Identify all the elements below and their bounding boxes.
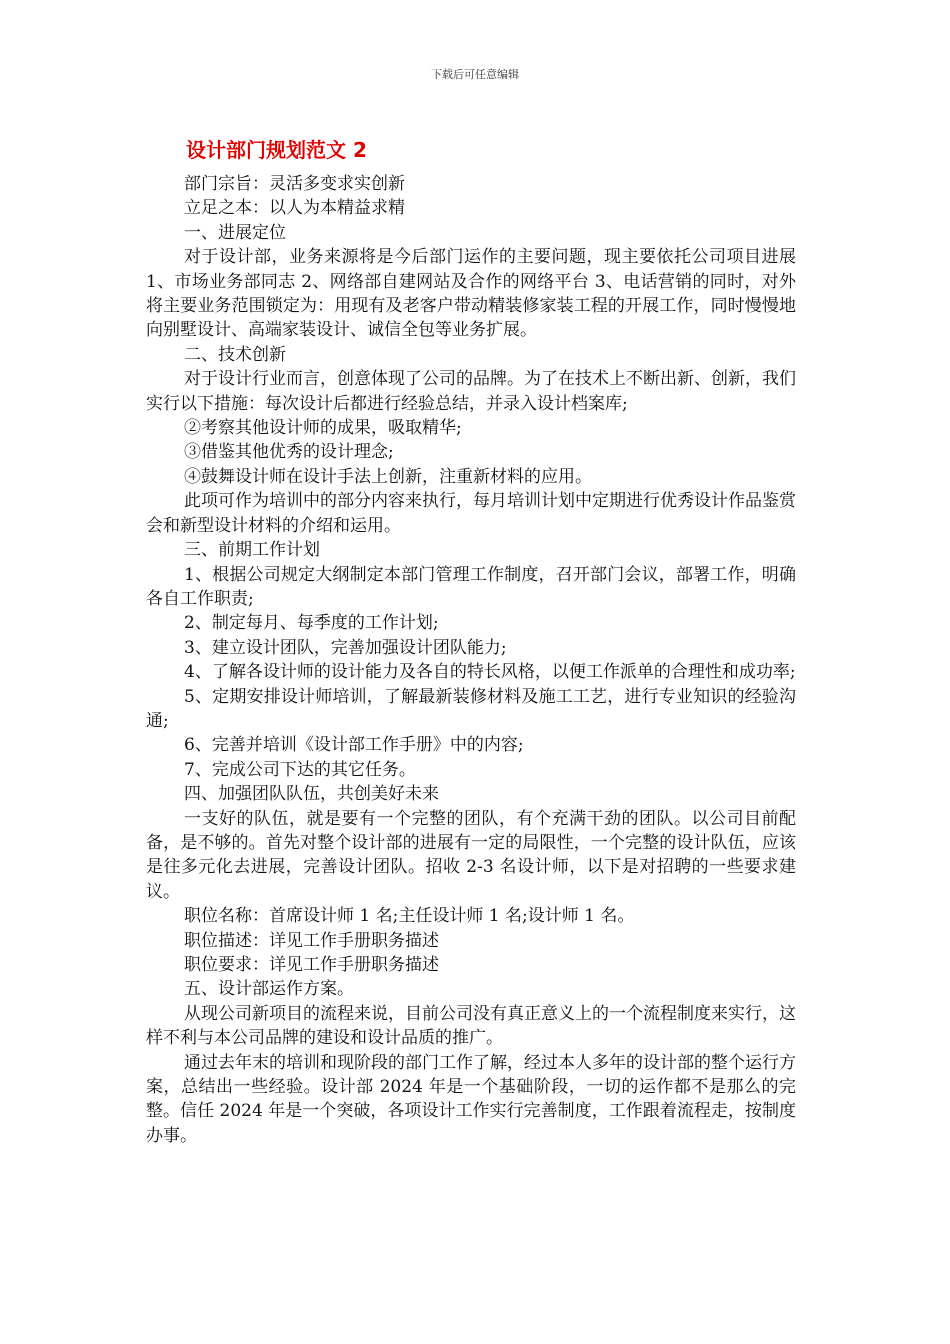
list-item: 5、定期安排设计师培训，了解最新装修材料及施工工艺，进行专业知识的经验沟通; xyxy=(146,686,796,731)
header-note: 下载后可任意编辑 xyxy=(431,68,519,81)
paragraph: 对于设计部，业务来源将是今后部门运作的主要问题，现主要依托公司项目进展 1、市场业务部同志 2、网络部自建网站及合作的网络平台 3、电话营销的同时，对外将主要业务范围锁定为：用现有及老客户带动精装修家装工程的开展工作，同时慢慢地向别墅设计、高端家装设计、诚信全包等业务扩展。 xyxy=(146,247,802,341)
list-item: ②考察其他设计师的成果，吸取精华; xyxy=(184,418,462,439)
paragraph: 此项可作为培训中的部分内容来执行，每月培训计划中定期进行优秀设计作品鉴赏会和新型设计材料的介绍和运用。 xyxy=(146,491,796,536)
paragraph-foundation: 立足之本：以人为本精益求精 xyxy=(184,198,405,219)
paragraph: 通过去年末的培训和现阶段的部门工作了解，经过本人多年的设计部的整个运行方案，总结出一些经验。设计部 2024 年是一个基础阶段，一切的运作都不是那么的完整。信任 2024 年是一个突破，各项设计工作实行完善制度，工作跟着流程走，按制度办事。 xyxy=(146,1052,796,1146)
paragraph-mission: 部门宗旨：灵活多变求实创新 xyxy=(184,174,405,194)
job-title-line: 职位名称：首席设计师 1 名;主任设计师 1 名;设计师 1 名。 xyxy=(184,906,635,927)
paragraph: 对于设计行业而言，创意体现了公司的品牌。为了在技术上不断出新、创新，我们实行以下措施：每次设计后都进行经验总结，并录入设计档案库; xyxy=(146,369,796,414)
list-item: 6、完善并培训《设计部工作手册》中的内容; xyxy=(184,735,524,756)
section-heading-innovation: 二、技术创新 xyxy=(184,344,286,365)
list-item: 7、完成公司下达的其它任务。 xyxy=(184,759,416,780)
section-heading-team: 四、加强团队队伍，共创美好未来 xyxy=(184,784,439,805)
section-heading-work-plan: 三、前期工作计划 xyxy=(184,540,320,561)
job-requirement-line: 职位要求：详见工作手册职务描述 xyxy=(184,955,439,975)
list-item: ③借鉴其他优秀的设计理念; xyxy=(184,442,394,463)
paragraph: 一支好的队伍，就是要有一个完整的团队，有个充满干劲的团队。以公司目前配备，是不够的。首先对整个设计部的进展有一定的局限性，一个完整的设计队伍，应该是往多元化去进展，完善设计团队。招收 2-3 名设计师，以下是对招聘的一些要求建议。 xyxy=(146,808,796,902)
list-item: ④鼓舞设计师在设计手法上创新，注重新材料的应用。 xyxy=(184,466,592,487)
paragraph: 从现公司新项目的流程来说，目前公司没有真正意义上的一个流程制度来实行，这样不利与本公司品牌的建设和设计品质的推广。 xyxy=(146,1003,796,1049)
list-item: 3、建立设计团队，完善加强设计团队能力; xyxy=(184,637,507,658)
section-heading-positioning: 一、进展定位 xyxy=(184,222,286,243)
document-title: 设计部门规划范文 2 xyxy=(186,138,367,162)
list-item: 1、根据公司规定大纲制定本部门管理工作制度，召开部门会议，部署工作，明确各自工作职责; xyxy=(146,564,796,609)
job-description-line: 职位描述：详见工作手册职务描述 xyxy=(184,930,439,951)
document-body xyxy=(146,172,802,1148)
list-item: 2、制定每月、每季度的工作计划; xyxy=(184,613,439,634)
section-heading-operation: 五、设计部运作方案。 xyxy=(184,979,354,1000)
list-item: 4、了解各设计师的设计能力及各自的特长风格，以便工作派单的合理性和成功率; xyxy=(184,662,796,683)
